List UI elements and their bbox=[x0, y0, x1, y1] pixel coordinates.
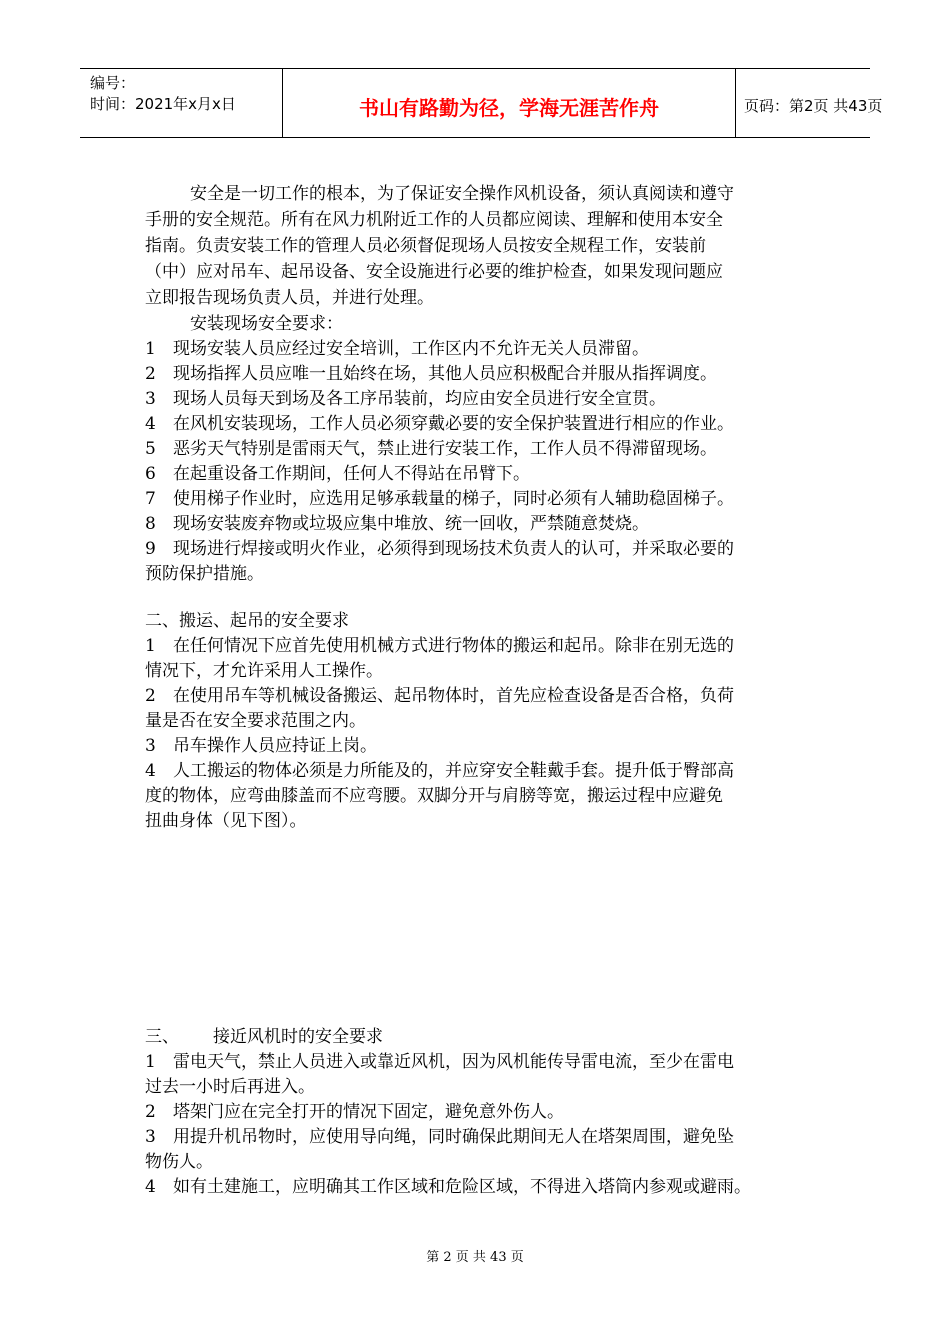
item-number: 7 bbox=[145, 489, 156, 509]
section-2-line: 度的物体，应弯曲膝盖而不应弯腰。双脚分开与肩膀等宽，搬运过程中应避免 bbox=[145, 786, 723, 806]
item-number: 4 bbox=[145, 1177, 156, 1197]
item-text: 用提升机吊物时，应使用导向绳，同时确保此期间无人在塔架周围，避免坠 bbox=[173, 1127, 734, 1147]
item-text: 在任何情况下应首先使用机械方式进行物体的搬运和起吊。除非在别无选的 bbox=[173, 636, 734, 656]
item-text: 现场安装人员应经过安全培训，工作区内不允许无关人员滞留。 bbox=[173, 339, 649, 359]
intro-line: 安全是一切工作的根本，为了保证安全操作风机设备，须认真阅读和遵守 bbox=[190, 184, 734, 204]
intro-line: 手册的安全规范。所有在风力机附近工作的人员都应阅读、理解和使用本安全 bbox=[145, 210, 723, 230]
section-3-line: 过去一小时后再进入。 bbox=[145, 1077, 315, 1097]
section-3-title bbox=[145, 1025, 383, 1049]
site-requirements-title: 安装现场安全要求： bbox=[190, 314, 343, 334]
section-3-line bbox=[145, 1175, 751, 1199]
item-number: 4 bbox=[145, 414, 156, 434]
item-text: 现场指挥人员应唯一且始终在场，其他人员应积极配合并服从指挥调度。 bbox=[173, 364, 717, 384]
site-item bbox=[145, 512, 649, 536]
item-text: 在使用吊车等机械设备搬运、起吊物体时，首先应检查设备是否合格，负荷 bbox=[173, 686, 734, 706]
item-number: 2 bbox=[145, 1102, 156, 1122]
item-number: 2 bbox=[145, 686, 156, 706]
page-header bbox=[80, 68, 883, 138]
item-number: 3 bbox=[145, 736, 156, 756]
section-2-title: 二、搬运、起吊的安全要求 bbox=[145, 611, 349, 631]
site-item bbox=[145, 412, 734, 436]
item-text: 吊车操作人员应持证上岗。 bbox=[173, 736, 377, 756]
site-item bbox=[145, 487, 734, 511]
item-text: 雷电天气，禁止人员进入或靠近风机，因为风机能传导雷电流，至少在雷电 bbox=[173, 1052, 734, 1072]
header-page-info: 页码：第2页 共43页 bbox=[744, 97, 883, 115]
item-number: 2 bbox=[145, 364, 156, 384]
document-date: 时间：2021年x月x日 bbox=[90, 95, 236, 113]
section-2-line: 量是否在安全要求范围之内。 bbox=[145, 711, 366, 731]
item-text: 在风机安装现场，工作人员必须穿戴必要的安全保护装置进行相应的作业。 bbox=[173, 414, 734, 434]
header-meta bbox=[80, 69, 283, 137]
site-item-continuation: 预防保护措施。 bbox=[145, 564, 264, 584]
item-text: 现场安装废弃物或垃圾应集中堆放、统一回收，严禁随意焚烧。 bbox=[173, 514, 649, 534]
item-text: 使用梯子作业时，应选用足够承载量的梯子，同时必须有人辅助稳固梯子。 bbox=[173, 489, 734, 509]
section-3-line bbox=[145, 1125, 734, 1149]
section-2-line bbox=[145, 684, 734, 708]
item-text: 人工搬运的物体必须是力所能及的，并应穿安全鞋戴手套。提升低于臀部高 bbox=[173, 761, 734, 781]
site-item bbox=[145, 437, 717, 461]
item-number: 4 bbox=[145, 761, 156, 781]
document-number-label: 编号： bbox=[90, 74, 136, 92]
section-2-line bbox=[145, 734, 377, 758]
site-item bbox=[145, 337, 649, 361]
section-3-line: 物伤人。 bbox=[145, 1152, 213, 1172]
section-2-line: 扭曲身体（见下图）。 bbox=[145, 811, 307, 831]
section-2-line bbox=[145, 759, 734, 783]
header-motto-cell bbox=[283, 69, 736, 137]
section-title-text: 接近风机时的安全要求 bbox=[213, 1027, 383, 1047]
item-text: 恶劣天气特别是雷雨天气，禁止进行安装工作，工作人员不得滞留现场。 bbox=[173, 439, 717, 459]
item-text: 如有土建施工，应明确其工作区域和危险区域，不得进入塔筒内参观或避雨。 bbox=[173, 1177, 751, 1197]
item-text: 塔架门应在完全打开的情况下固定，避免意外伤人。 bbox=[173, 1102, 564, 1122]
section-number: 三、 bbox=[145, 1027, 179, 1047]
section-3-line bbox=[145, 1100, 564, 1124]
item-number: 3 bbox=[145, 1127, 156, 1147]
intro-line: （中）应对吊车、起吊设备、安全设施进行必要的维护检查，如果发现问题应 bbox=[145, 262, 723, 282]
section-3-line bbox=[145, 1050, 734, 1074]
item-number: 9 bbox=[145, 539, 156, 559]
item-number: 3 bbox=[145, 389, 156, 409]
intro-line: 指南。负责安装工作的管理人员必须督促现场人员按安全规程工作，安装前 bbox=[145, 236, 706, 256]
item-number: 1 bbox=[145, 636, 156, 656]
item-number: 8 bbox=[145, 514, 156, 534]
header-motto: 书山有路勤为径，学海无涯苦作舟 bbox=[359, 96, 659, 120]
header-page-cell bbox=[736, 69, 883, 137]
site-item bbox=[145, 462, 530, 486]
item-text: 现场人员每天到场及各工序吊装前，均应由安全员进行安全宣贯。 bbox=[173, 389, 666, 409]
site-item bbox=[145, 387, 666, 411]
page-footer: 第 2 页 共 43 页 bbox=[426, 1250, 524, 1265]
item-number: 5 bbox=[145, 439, 156, 459]
item-text: 现场进行焊接或明火作业，必须得到现场技术负责人的认可，并采取必要的 bbox=[173, 539, 734, 559]
item-number: 6 bbox=[145, 464, 156, 484]
section-2-line bbox=[145, 634, 734, 658]
site-item bbox=[145, 362, 717, 386]
site-item bbox=[145, 537, 734, 561]
item-number: 1 bbox=[145, 1052, 156, 1072]
item-number: 1 bbox=[145, 339, 156, 359]
item-text: 在起重设备工作期间，任何人不得站在吊臂下。 bbox=[173, 464, 530, 484]
intro-line: 立即报告现场负责人员，并进行处理。 bbox=[145, 288, 434, 308]
section-2-line: 情况下，才允许采用人工操作。 bbox=[145, 661, 383, 681]
